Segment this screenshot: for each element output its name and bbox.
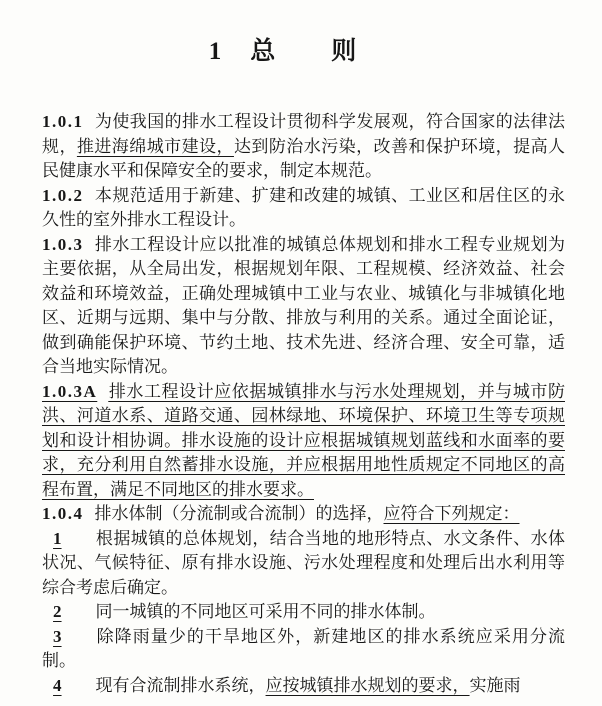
clause-text: 排水工程设计应以批准的城镇总体规划和排水工程专业规划为主要依据，从全局出发，根据规划年限、工程规模、经济效益、社会效益和环境效益，正确处理城镇中工业与农业、城镇化与非城镇化地区、近期与远期、集中与分散、排放与利用的关系。通过全面论证，做到确能保护环境、节约土地、技术先进、经济合理、安全可靠，适合当地实际情况。 (42, 234, 565, 376)
list-item-number: 3 (53, 626, 62, 646)
clause-1-0-3A (42, 380, 565, 503)
clause-text-underlined: 应符合下列规定： (383, 504, 520, 523)
clause-text: 达到防治水污染，改善和保护环境，提高人民健康水平和保障安全的要求，制定本规范。 (42, 136, 566, 180)
clause-number: 1.0.1 (42, 112, 84, 131)
clause-text: 为使我国的排水工程设计贯彻科学发展观，符合国家的法律法规， (42, 112, 565, 156)
clause-number: 1.0.3 (42, 234, 84, 254)
clause-text-underlined: 推进海绵城市建设， (76, 136, 234, 156)
clause-text: 本规范适用于新建、扩建和改建的城镇、工业区和居住区的永久性的室外排水工程设计。 (42, 185, 565, 229)
clause-number: 1.0.3A (42, 381, 98, 401)
clause-number: 1.0.2 (42, 185, 84, 205)
document-body (42, 110, 565, 698)
list-item-text: 根据城镇的总体规划，结合当地的地形特点、水文条件、水体状况、气候特征、原有排水设施、污水处理程度和处理后出水利用等综合考虑后确定。 (42, 528, 565, 597)
chapter-title: 1 总 则 (208, 38, 359, 65)
clause-text-underlined: 排水工程设计应依据城镇排水与污水处理规划，并与城市防洪、河道水系、道路交通、园林绿地、环境保护、环境卫生等专项规划和设计相协调。排水设施的设计应根据城镇规划蓝线和水面率的要求，充分利用自然蓄排水设施，并应根据用地性质规定不同地区的高程布置，满足不同地区的排水要求。 (42, 381, 565, 499)
list-item-text: 现有合流制排水系统， (95, 675, 266, 695)
clause-text: 排水体制（分流制或合流制）的选择， (94, 504, 384, 523)
list-item-2 (42, 600, 565, 625)
list-item-text: 同一城镇的不同地区可采用不同的排水体制。 (95, 602, 436, 621)
clause-number: 1.0.4 (42, 504, 84, 523)
list-item-text: 实施雨 (469, 675, 521, 695)
list-item-text: 除降雨量少的干旱地区外，新建地区的排水系统应采用分流制。 (42, 626, 565, 670)
list-item-number: 2 (53, 602, 62, 621)
list-item-4 (42, 674, 565, 699)
list-item-number: 1 (53, 528, 62, 548)
list-item-text-underlined: 应按城镇排水规划的要求， (265, 675, 470, 695)
clause-1-0-3 (42, 233, 565, 380)
clause-1-0-4 (42, 502, 565, 527)
list-item-number: 4 (53, 675, 62, 695)
clause-1-0-1 (42, 110, 565, 184)
list-item-3 (42, 625, 565, 674)
list-item-1 (42, 527, 565, 601)
clause-1-0-2 (42, 184, 565, 233)
